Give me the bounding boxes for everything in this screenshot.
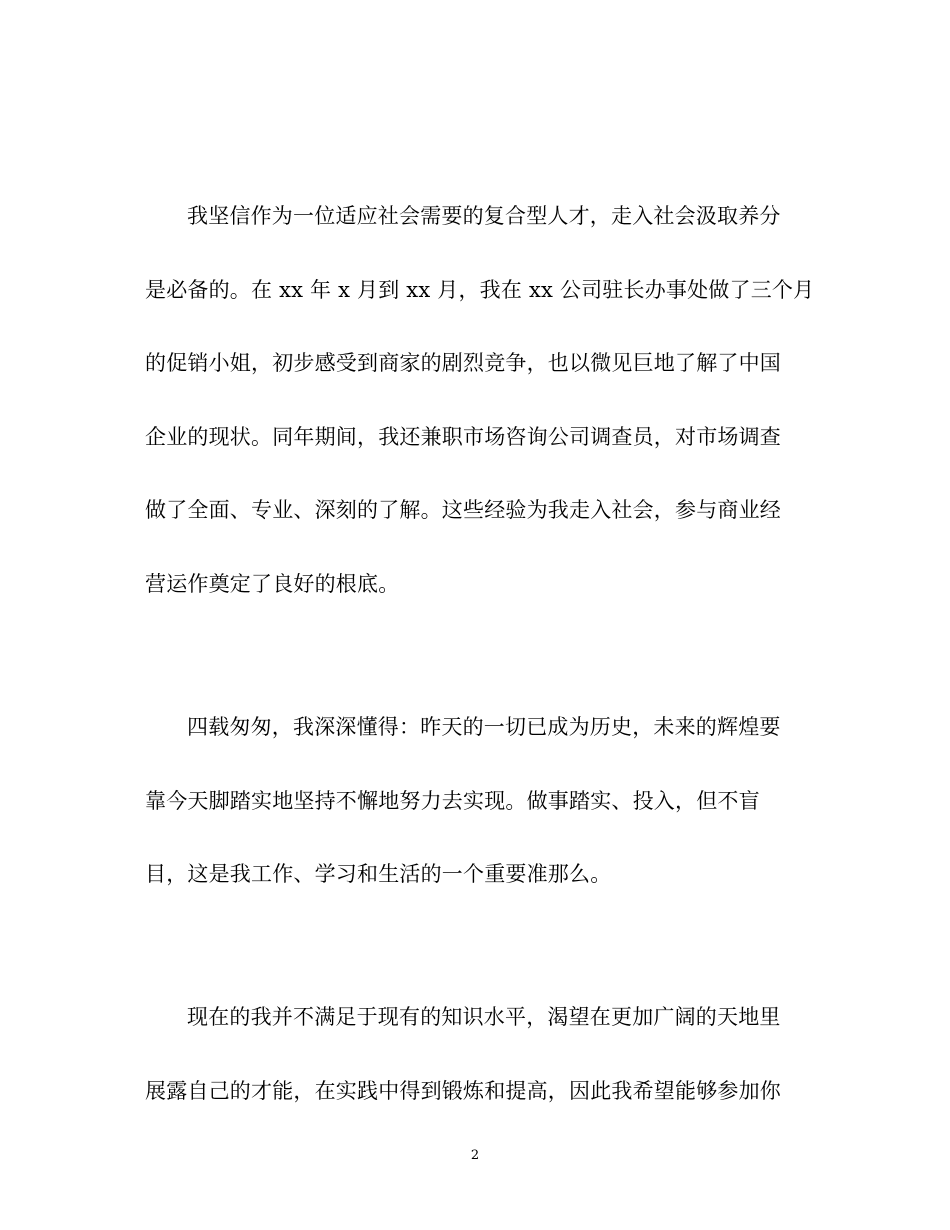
paragraph-line: 营运作奠定了良好的根底。 xyxy=(145,572,400,596)
paragraph-line: 是必备的。在 xx 年 x 月到 xx 月，我在 xx 公司驻长办事处做了三个月 xyxy=(145,278,815,302)
paragraph-line: 展露自己的才能，在实践中得到锻炼和提高，因此我希望能够参加你 xyxy=(145,1079,781,1103)
paragraph-line: 四载匆匆，我深深懂得：昨天的一切已成为历史，未来的辉煌要 xyxy=(187,715,781,739)
paragraph-line: 目，这是我工作、学习和生活的一个重要准那么。 xyxy=(145,862,612,886)
paragraph-line: 的促销小姐，初步感受到商家的剧烈竞争，也以微见巨地了解了中国 xyxy=(145,351,781,375)
paragraph-line: 现在的我并不满足于现有的知识水平，渴望在更加广阔的天地里 xyxy=(187,1005,781,1029)
paragraph-line: 企业的现状。同年期间，我还兼职市场咨询公司调查员，对市场调查 xyxy=(145,425,781,449)
paragraph-line: 做了全面、专业、深刻的了解。这些经验为我走入社会，参与商业经 xyxy=(145,498,781,522)
page-number: 2 xyxy=(470,1148,480,1163)
paragraph-line: 我坚信作为一位适应社会需要的复合型人才，走入社会汲取养分 xyxy=(187,204,781,228)
paragraph-line: 靠今天脚踏实地坚持不懈地努力去实现。做事踏实、投入，但不盲 xyxy=(145,789,760,813)
